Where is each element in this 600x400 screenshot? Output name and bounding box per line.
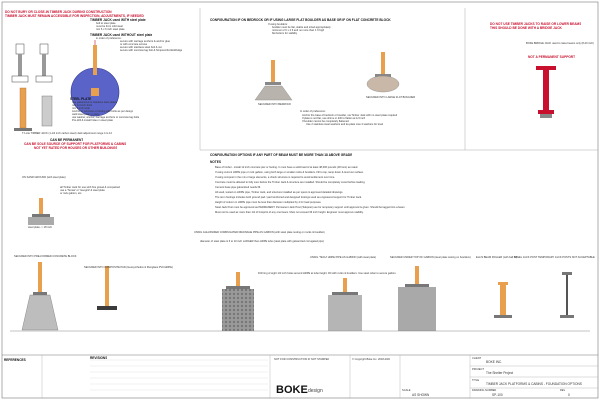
gabion-detail [398,266,436,331]
revisions-heading: REVISIONS [90,356,108,360]
steel-plate-note: weld steel plate in place [72,113,100,116]
note-item: All used, tested on HDPE pipe, Timber Jack, and structure installed as per specs & approved detailed drawings. [215,191,344,194]
steel-plate-note: min 6 inch wide [72,107,90,110]
hdpe-pipe-label: USING 'TECH' HDPE PIPE AS GABION (with steel plate) [310,256,376,259]
preference-item: Use 2 stainless steel washers and tie-plate max 2 washers for level [306,123,384,126]
jack-without-plate-note: secure with stainless steel bolt & nut [120,46,162,49]
boulder-label: SECURED INTO LARGE FLAT BOULDER [366,96,416,99]
note-item: Concrete must be allowed to fully cure before the Timber Jack & structure are installed. Should be completely cured before loading. [215,181,366,184]
gravel-note: all Timber Jack for use with fine gravel & compacted [60,186,120,189]
beam-roller-label: ELLIS BEAM ROLLER (with ball fill) [476,256,518,259]
revision-value: 0 [568,393,570,397]
jack-detail-left [12,44,52,131]
boulder-note: boulder must be flat, stable and sized appropriately [272,26,331,29]
mid-section-title: CONFIGURATION OPTIONS IF ANY PART OF BEAM MUST BE MORE THAN 18 ABOVE GRADE [210,153,353,157]
scale-label: SCALE [402,389,411,392]
composite-pad-detail [97,266,117,310]
pipe-note: diameter of steel plate & 6 to 10 inch LARGER than HDPE tube (steel plate with galvanized corrugated pipe) [200,240,325,243]
client-label: CLIENT [472,357,482,360]
client-value: BOKE INC. [486,360,503,364]
permanent-note-1: CAN BE SOLE SOURCE OF SUPPORT FOR PLATFORMS & CABINS [24,142,127,146]
steel-plate-note: Anchor to concrete or footing with bolts as per design [72,110,134,113]
warning-line-1: DO NOT BURY OR CLOSE-IN TIMBER JACK DURING CONSTRUCTION [5,10,112,14]
gravel-note: or rock gabion, etc. [60,192,83,195]
drawing-number-value: SP-100 [492,393,503,397]
logo-subtext: design [308,388,323,394]
note-item: Must not be used as more than 1/2 of footprint of any one beam. Must not exceed 36 inch height. Engineer must approve stability. [215,211,364,214]
bedrock-label: SECURED INTO BEDROCK [258,103,292,106]
note-item: Height of column in HDPE pipe must be less than diameter multiplied by 4 for load purposes. [215,201,322,204]
steel-plate-note: min 1/4 inch thick [72,104,93,107]
gravel-label: ON SAND GROUND (with steel plate) [22,176,66,179]
note-item: If using compost in the mix or large elements, a check structure is required to avoid settlement over time. [215,176,336,179]
jack-with-plate-note: bolt to steel plate [96,22,116,25]
drawing-number-label: DRAWING NUMBER [472,389,497,392]
corrugated-pipe-label: USING GALVANIZED CORRUGATED DRAINAGE PIPE AS GABION (with steel plate resting on rocks & boulders) [194,231,326,234]
jack-without-plate-note: or with concrete screws [120,43,148,46]
bridge-warning-1: DO NOT USE TIMBER JACKS TO RAISE OR LOWER BEAMS [490,22,582,26]
jack-without-plate-note: secure with carriage anchors & anchor glue [120,40,170,43]
note-item: If using current HDPE pipe or rock gabion, using both large or smaller rocks & boulders. Fill to top, tamp down & level out surface. [215,171,364,174]
jack-caption: TJ-Lite TIMBER JACK (1-1/4 inch carbon steel) Jack adjustment range 4 to 12 [22,132,112,135]
permanent-note-2: NOT YET RATED FOR HOUSES OR OTHER BUILDINGS [34,146,118,150]
corrugated-pipe-detail [222,272,254,331]
precast-block-label: SECURED INTO PRE-FORMED CONCRETE BLOCK [14,255,77,258]
steel-plate-title: STEEL PLATE [70,97,92,101]
steel-plate-note: Pre-drill & install holes in steel plate [72,119,113,122]
warning-line-2: TIMBER JACK MUST REMAIN ACCESSIBLE FOR INSPECTION, ADJUSTMENTS, IF NEEDED [5,14,144,18]
jack-with-plate-note: must be from mild steel [96,25,123,28]
note-item: The term footings includes both ground pad / pad reinforced and designed footings used as engineered support for Timber Jack. [215,196,362,199]
notes-heading: NOTES [210,160,221,164]
preference-title: In order of preference: [300,110,326,113]
revision-label: REV [560,389,566,392]
boulder-note: flat bottom for stability [272,32,298,35]
jack-with-plate-note: min 6 x 6 inch steel plate [96,28,125,31]
permanent-title: CAN BE PERMANENT [50,138,84,142]
gabion-label: SECURED UNDER TOP OF GABION (steel plate resting on boulders) [390,256,471,259]
bridge-caption: BOKE BRIDGE JACK used to raise beams only (8-20 inch) [526,42,594,45]
preference-item: If boulder cannot be completely flattened: [302,120,350,123]
composite-pad-label: SECURED INTO COMPOSITE PAD (Geosynthetics & fiberglass PVC/HDPE) [84,266,173,269]
jack-with-plate-title: TIMBER JACK used WITH steel plate [90,18,146,22]
preference-item: Anchor the base of bedrock or boulder, via Timber Jack with no steel plate required [302,114,398,117]
title-value: TIMBER JACK PLATFORMS & CABINS - FOUNDATION OPTIONS [486,382,582,386]
bridge-jack [536,66,556,118]
beam-roller-detail [494,282,512,318]
precast-block-detail [22,262,58,330]
not-for-construction: NOT FOR CONSTRUCTION IF NOT STAMPED [274,358,330,361]
copyright: © Copyright Boke Inc. 2018-2024 [352,358,391,361]
bedrock-detail [255,60,292,100]
pipe-note-2: Drill ring of eight 1/2 inch holes around HDPE at tube height. Fill with rocks & boulders. Use steel rebar to secure gabion. [258,272,397,275]
gravel-detail [28,198,54,225]
project-label: PROJECT [472,368,485,371]
plate-dimension-label: steel plate -> 18 inch [28,226,53,229]
gravel-note: use a 'Tensar' or 'Geogrid' & steel plate [60,189,105,192]
steel-plate-note: use washer, anchor, carriage anchors or concrete lag bolts [72,116,140,119]
note-item: Base of timber - install 12 inch concrete pier or footing. It must have a solid load of at least 48,000 pounds (18 tons) as rated. [215,166,359,169]
steel-jack-post-label: STEEL JACK POST TEMPORARY JACK POSTS NOT ACCEPTABLE [514,256,595,259]
boulder-detail [367,52,399,92]
scale-value: AS SHOWN [412,393,430,397]
project-value: The Shelter Project [486,371,514,375]
boulder-note: minimum 2 ft x 2 ft and no more than 1 ft high [272,29,325,32]
jack-without-plate-note: secure with concrete lag bolt & Simpson/Fortis/Wedge [120,49,183,52]
logo-text: BOKE [276,384,308,396]
note-item: Cement base pipe galvanized needs fill. [215,186,261,189]
jack-without-plate-note: in order of preference: [96,37,122,40]
preference-item: If plate is not flat, use shims or drill to flatten at 1/4 inch [302,117,366,120]
title-label: TITLE [472,379,480,382]
bridge-warning-2: THIS SHOULD BE DONE WITH A BRIDGE JACK [490,26,562,30]
boulder-note: If using boulders: [268,23,288,26]
steel-plate-note: use galvanized or stainless steel plates [72,101,117,104]
steel-jack-post-detail [560,272,574,318]
bedrock-section-title: CONFIGURATION IF ON BEDROCK OR IF USING LARGE FLAT BOULDER AS BASE OR IF ON FLAT CONCRETE BLOCK [210,18,391,22]
references-heading: REFERENCES [4,358,26,362]
jack-without-plate-title: TIMBER JACK used WITHOUT steel plate [90,33,153,37]
hdpe-pipe-detail [328,278,362,331]
bridge-caption-2: NOT A PERMANENT SUPPORT [528,55,576,59]
note-item: Steel Jack Post must be approved as PERMANENT. Permanent Jack Post (Telepost) use for temporary support until approval is given. Should be lagged into a beam. [215,206,406,209]
